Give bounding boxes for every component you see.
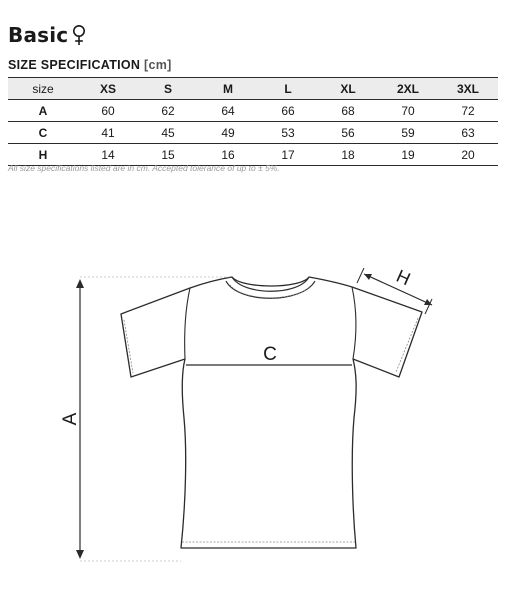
label-a: A: [60, 412, 81, 426]
table-cell: 14: [78, 144, 138, 166]
female-icon: [72, 24, 86, 46]
table-cell: 19: [378, 144, 438, 166]
table-cell: 68: [318, 100, 378, 122]
size-spec-unit: [cm]: [144, 58, 172, 72]
size-header-row: [8, 78, 498, 100]
label-c: C: [263, 344, 277, 365]
table-cell: 16: [198, 144, 258, 166]
table-cell: 45: [138, 122, 198, 144]
table-cell: 62: [138, 100, 198, 122]
table-cell: 15: [138, 144, 198, 166]
tshirt-outline: [121, 277, 422, 548]
size-spec-title: SIZE SPECIFICATION: [8, 58, 141, 72]
right-sleeve-seam: [352, 287, 356, 359]
size-column-header: size: [8, 78, 78, 100]
size-table: [8, 77, 498, 166]
table-cell: 17: [258, 144, 318, 166]
size-spec-heading: [8, 58, 172, 72]
row-label: C: [8, 122, 78, 144]
table-cell: 64: [198, 100, 258, 122]
table-cell: 18: [318, 144, 378, 166]
size-column-header: XL: [318, 78, 378, 100]
size-column-header: S: [138, 78, 198, 100]
size-column-header: XS: [78, 78, 138, 100]
table-cell: 60: [78, 100, 138, 122]
table-row: [8, 100, 498, 122]
table-row: [8, 122, 498, 144]
size-column-header: 3XL: [438, 78, 498, 100]
size-table-container: [8, 77, 498, 166]
page-title: [8, 20, 86, 50]
tshirt-measurement-diagram: [0, 230, 507, 590]
size-column-header: L: [258, 78, 318, 100]
table-cell: 59: [378, 122, 438, 144]
product-name: Basic: [8, 23, 69, 47]
row-label: A: [8, 100, 78, 122]
table-cell: 49: [198, 122, 258, 144]
table-cell: 20: [438, 144, 498, 166]
table-cell: 63: [438, 122, 498, 144]
table-cell: 70: [378, 100, 438, 122]
size-column-header: 2XL: [378, 78, 438, 100]
tolerance-note: All size specifications listed are in cm. Accepted tolerance of up to ± 5%.: [8, 163, 280, 173]
collar: [226, 277, 315, 298]
table-cell: 53: [258, 122, 318, 144]
size-column-header: M: [198, 78, 258, 100]
table-cell: 66: [258, 100, 318, 122]
label-h: H: [393, 265, 414, 290]
table-cell: 56: [318, 122, 378, 144]
table-cell: 41: [78, 122, 138, 144]
table-cell: 72: [438, 100, 498, 122]
left-sleeve-seam: [185, 288, 190, 359]
row-label: H: [8, 144, 78, 166]
